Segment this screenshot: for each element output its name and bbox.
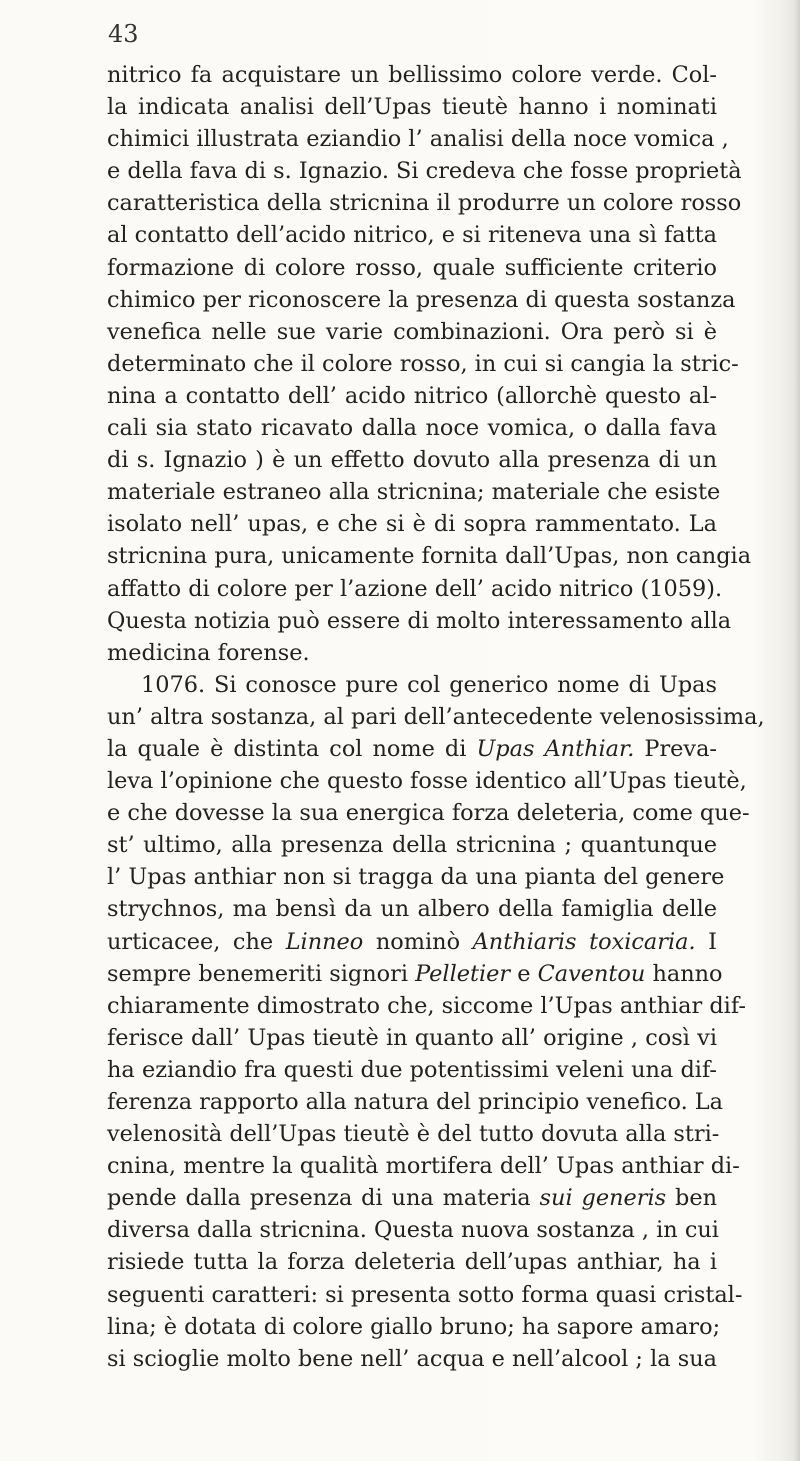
italic-text: Upas Anthiar. bbox=[476, 735, 635, 762]
text-line bbox=[107, 1054, 717, 1086]
text-line bbox=[107, 444, 717, 476]
italic-text: Pelletier bbox=[415, 960, 511, 987]
text-line bbox=[107, 958, 723, 990]
text-line bbox=[107, 669, 717, 701]
text-segment: velenosità dell’Upas tieutè è del tutto dovuta alla stri- bbox=[107, 1121, 720, 1148]
text-segment: chiaramente dimostrato che, siccome l’Upas anthiar dif- bbox=[107, 992, 746, 1019]
text-segment: pende dalla presenza di una materia bbox=[107, 1185, 540, 1212]
text-segment: leva l’opinione che questo fosse identico all’Upas tieutè, bbox=[107, 768, 747, 795]
text-line bbox=[107, 797, 750, 829]
italic-text: Linneo bbox=[285, 928, 364, 955]
text-segment: e bbox=[510, 960, 538, 987]
text-segment: diversa dalla stricnina. Questa nuova sostanza , in cui bbox=[107, 1217, 719, 1244]
text-line bbox=[107, 316, 717, 348]
text-line bbox=[107, 284, 736, 316]
text-line bbox=[107, 926, 717, 958]
text-segment: ferenza rapporto alla natura del principio venefico. La bbox=[107, 1089, 724, 1115]
text-line bbox=[107, 1214, 717, 1246]
text-line bbox=[107, 829, 717, 861]
text-segment: l’ Upas anthiar non si tragga da una pianta del genere bbox=[107, 864, 725, 891]
text-line bbox=[107, 476, 721, 508]
page-edge-shadow bbox=[794, 0, 800, 1461]
text-segment: un’ altra sostanza, al pari dell’antecedente velenosissima, bbox=[107, 703, 765, 730]
text-segment: lina; è dotata di colore giallo bruno; ha sapore amaro; bbox=[107, 1313, 721, 1340]
text-segment: nominò bbox=[363, 928, 473, 955]
text-segment: cali sia stato ricavato dalla noce vomica, o dalla fava bbox=[107, 415, 717, 442]
italic-text: Caventou bbox=[537, 960, 646, 987]
text-segment: ha eziandio fra questi due potentissimi veleni una dif- bbox=[107, 1056, 717, 1083]
text-segment: stricnina pura, unicamente fornita dall’Upas, non cangia bbox=[107, 543, 752, 570]
text-line bbox=[107, 252, 717, 284]
text-segment: risiede tutta la forza deleteria dell’upas anthiar, ha i bbox=[107, 1249, 717, 1276]
text-segment: formazione di colore rosso, quale sufficiente criterio bbox=[107, 254, 717, 281]
text-segment: urticacee, che bbox=[107, 928, 286, 955]
text-line bbox=[107, 765, 747, 797]
text-segment: si scioglie molto bene nell’ acqua e nell’alcool ; la sua bbox=[107, 1345, 717, 1372]
text-segment: ferisce dall’ Upas tieutè in quanto all’ origine , così vi bbox=[107, 1024, 717, 1051]
text-segment: cnina, mentre la qualità mortifera dell’ Upas anthiar di- bbox=[107, 1153, 740, 1180]
text-line bbox=[107, 1150, 740, 1182]
text-line bbox=[107, 861, 725, 893]
text-segment: chimico per riconoscere la presenza di questa sostanza bbox=[107, 286, 736, 313]
text-line bbox=[107, 573, 723, 605]
text-segment: medicina forense. bbox=[107, 639, 310, 666]
text-line bbox=[107, 1182, 717, 1214]
text-segment: isolato nell’ upas, e che si è di sopra rammentato. La bbox=[107, 511, 717, 538]
text-segment: al contatto dell’acido nitrico, e si riteneva una sì fatta bbox=[107, 222, 717, 249]
text-line bbox=[107, 540, 752, 572]
text-segment: e che dovesse la sua energica forza deleteria, come que- bbox=[107, 800, 750, 827]
text-segment: materiale estraneo alla stricnina; materiale che esiste bbox=[107, 479, 721, 506]
text-segment: affatto di colore per l’azione dell’ acido nitrico (1059). bbox=[107, 575, 723, 602]
text-segment: sempre benemeriti signori bbox=[107, 960, 416, 987]
text-segment: venefica nelle sue varie combinazioni. Ora però si è bbox=[107, 318, 717, 345]
text-line bbox=[107, 1246, 717, 1278]
text-segment: hanno bbox=[645, 960, 723, 987]
text-segment: caratteristica della stricnina il produrre un colore rosso bbox=[107, 190, 742, 217]
text-line bbox=[107, 637, 717, 669]
text-segment: Preva- bbox=[634, 735, 717, 762]
italic-text: sui generis bbox=[539, 1185, 667, 1212]
text-segment: la quale è distinta col nome di bbox=[107, 735, 477, 762]
text-line bbox=[107, 155, 742, 187]
text-line bbox=[107, 59, 717, 91]
text-line bbox=[107, 348, 739, 380]
text-line bbox=[107, 733, 717, 765]
text-line bbox=[107, 1118, 720, 1150]
text-segment: nina a contatto dell’ acido nitrico (allorchè questo al- bbox=[107, 382, 717, 409]
text-segment: 1076. Si conosce pure col generico nome di Upas bbox=[141, 671, 717, 698]
text-segment: Questa notizia può essere di molto interessamento alla bbox=[107, 607, 732, 634]
text-line bbox=[107, 1311, 721, 1343]
text-line bbox=[107, 1279, 743, 1311]
text-line bbox=[107, 990, 746, 1022]
text-segment: strychnos, ma bensì da un albero della famiglia delle bbox=[107, 896, 717, 923]
italic-text: Anthiaris toxicaria. bbox=[472, 928, 696, 955]
text-line bbox=[107, 605, 732, 637]
text-line bbox=[107, 91, 717, 123]
text-segment: nitrico fa acquistare un bellissimo colore verde. Col- bbox=[107, 62, 717, 88]
text-line bbox=[107, 701, 765, 733]
text-line bbox=[107, 123, 729, 155]
text-segment: st’ ultimo, alla presenza della stricnina ; quantunque bbox=[107, 832, 717, 859]
text-line bbox=[107, 893, 717, 925]
text-line bbox=[107, 380, 717, 412]
body-text bbox=[107, 59, 765, 1375]
page-number: 43 bbox=[108, 20, 139, 48]
text-line bbox=[107, 508, 717, 540]
text-line bbox=[107, 1343, 717, 1375]
text-line bbox=[107, 219, 717, 251]
text-segment: chimici illustrata eziandio l’ analisi della noce vomica , bbox=[107, 126, 729, 153]
text-line bbox=[107, 412, 717, 444]
text-segment: determinato che il colore rosso, in cui si cangia la stric- bbox=[107, 350, 739, 377]
text-segment: di s. Ignazio ) è un effetto dovuto alla presenza di un bbox=[107, 447, 717, 474]
text-line bbox=[107, 187, 742, 219]
text-segment: e della fava di s. Ignazio. Si credeva che fosse proprietà bbox=[107, 158, 742, 185]
text-segment: ben bbox=[666, 1185, 717, 1212]
text-line bbox=[107, 1086, 724, 1118]
text-segment: I bbox=[695, 928, 717, 955]
text-segment: seguenti caratteri: si presenta sotto forma quasi cristal- bbox=[107, 1281, 743, 1308]
text-segment: la indicata analisi dell’Upas tieutè hanno i nominati bbox=[107, 94, 717, 121]
text-line bbox=[107, 1022, 717, 1054]
